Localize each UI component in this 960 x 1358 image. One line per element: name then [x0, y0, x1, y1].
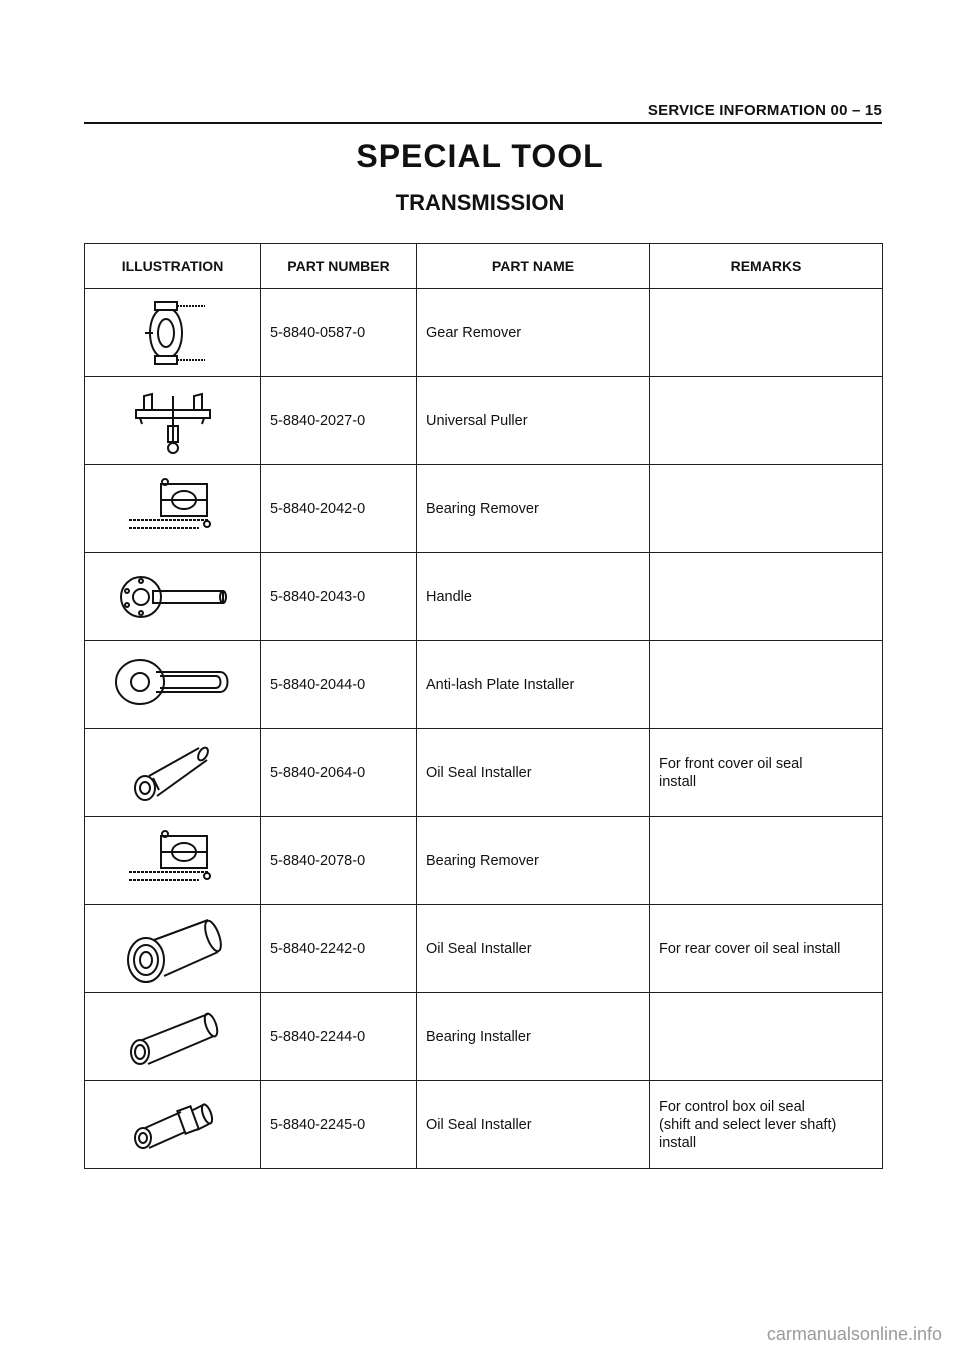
part-name-cell: Universal Puller — [417, 377, 650, 465]
column-header-part-number: PART NUMBER — [261, 244, 417, 289]
remarks-cell: For front cover oil seal install — [650, 729, 883, 817]
illustration-cell — [85, 905, 261, 993]
illustration-cell — [85, 1081, 261, 1169]
part-number-cell: 5-8840-0587-0 — [261, 289, 417, 377]
remarks-cell — [650, 817, 883, 905]
bearing-remover-icon — [123, 826, 223, 896]
part-name-cell: Bearing Remover — [417, 465, 650, 553]
anti-lash-plate-installer-icon — [108, 650, 238, 720]
table-header-row — [85, 244, 883, 289]
part-name-cell: Anti-lash Plate Installer — [417, 641, 650, 729]
oil-seal-installer-icon — [123, 1090, 223, 1160]
part-number-cell: 5-8840-2078-0 — [261, 817, 417, 905]
column-header-illustration: ILLUSTRATION — [85, 244, 261, 289]
page-subtitle: TRANSMISSION — [395, 190, 565, 215]
table-row — [85, 465, 883, 553]
illustration-cell — [85, 641, 261, 729]
table-row — [85, 905, 883, 993]
table-row — [85, 993, 883, 1081]
remarks-cell — [650, 377, 883, 465]
illustration-cell — [85, 377, 261, 465]
page-header — [84, 100, 882, 124]
oil-seal-installer-icon — [123, 738, 223, 808]
part-number-cell: 5-8840-2244-0 — [261, 993, 417, 1081]
table-row — [85, 817, 883, 905]
part-number-cell: 5-8840-2043-0 — [261, 553, 417, 641]
part-name-cell: Gear Remover — [417, 289, 650, 377]
illustration-cell — [85, 553, 261, 641]
remarks-cell — [650, 641, 883, 729]
special-tool-table — [84, 243, 883, 1169]
part-number-cell: 5-8840-2044-0 — [261, 641, 417, 729]
remarks-cell — [650, 553, 883, 641]
illustration-cell — [85, 993, 261, 1081]
remarks-cell — [650, 289, 883, 377]
column-header-part-name: PART NAME — [417, 244, 650, 289]
part-number-cell: 5-8840-2242-0 — [261, 905, 417, 993]
oil-seal-installer-icon — [118, 912, 228, 986]
part-name-cell: Bearing Remover — [417, 817, 650, 905]
section-header: SERVICE INFORMATION 00 – 15 — [647, 102, 882, 119]
illustration-cell — [85, 817, 261, 905]
universal-puller-icon — [128, 386, 218, 456]
table-row — [85, 289, 883, 377]
table-row — [85, 1081, 883, 1169]
part-name-cell: Handle — [417, 553, 650, 641]
remarks-cell: For control box oil seal (shift and select lever shaft) install — [650, 1081, 883, 1169]
table-row — [85, 729, 883, 817]
remarks-cell: For rear cover oil seal install — [650, 905, 883, 993]
watermark: carmanualsonline.info — [766, 1324, 942, 1344]
part-number-cell: 5-8840-2064-0 — [261, 729, 417, 817]
part-number-cell: 5-8840-2245-0 — [261, 1081, 417, 1169]
remarks-cell — [650, 993, 883, 1081]
illustration-cell — [85, 729, 261, 817]
page-title: SPECIAL TOOL — [356, 138, 604, 174]
part-number-cell: 5-8840-2042-0 — [261, 465, 417, 553]
table-row — [85, 641, 883, 729]
handle-icon — [113, 567, 233, 627]
part-number-cell: 5-8840-2027-0 — [261, 377, 417, 465]
remarks-cell — [650, 465, 883, 553]
bearing-installer-icon — [118, 1002, 228, 1072]
part-name-cell: Oil Seal Installer — [417, 1081, 650, 1169]
table-row — [85, 377, 883, 465]
illustration-cell — [85, 289, 261, 377]
gear-remover-icon — [133, 298, 213, 368]
table-row — [85, 553, 883, 641]
part-name-cell: Oil Seal Installer — [417, 905, 650, 993]
illustration-cell — [85, 465, 261, 553]
part-name-cell: Oil Seal Installer — [417, 729, 650, 817]
bearing-remover-icon — [123, 474, 223, 544]
column-header-remarks: REMARKS — [650, 244, 883, 289]
part-name-cell: Bearing Installer — [417, 993, 650, 1081]
